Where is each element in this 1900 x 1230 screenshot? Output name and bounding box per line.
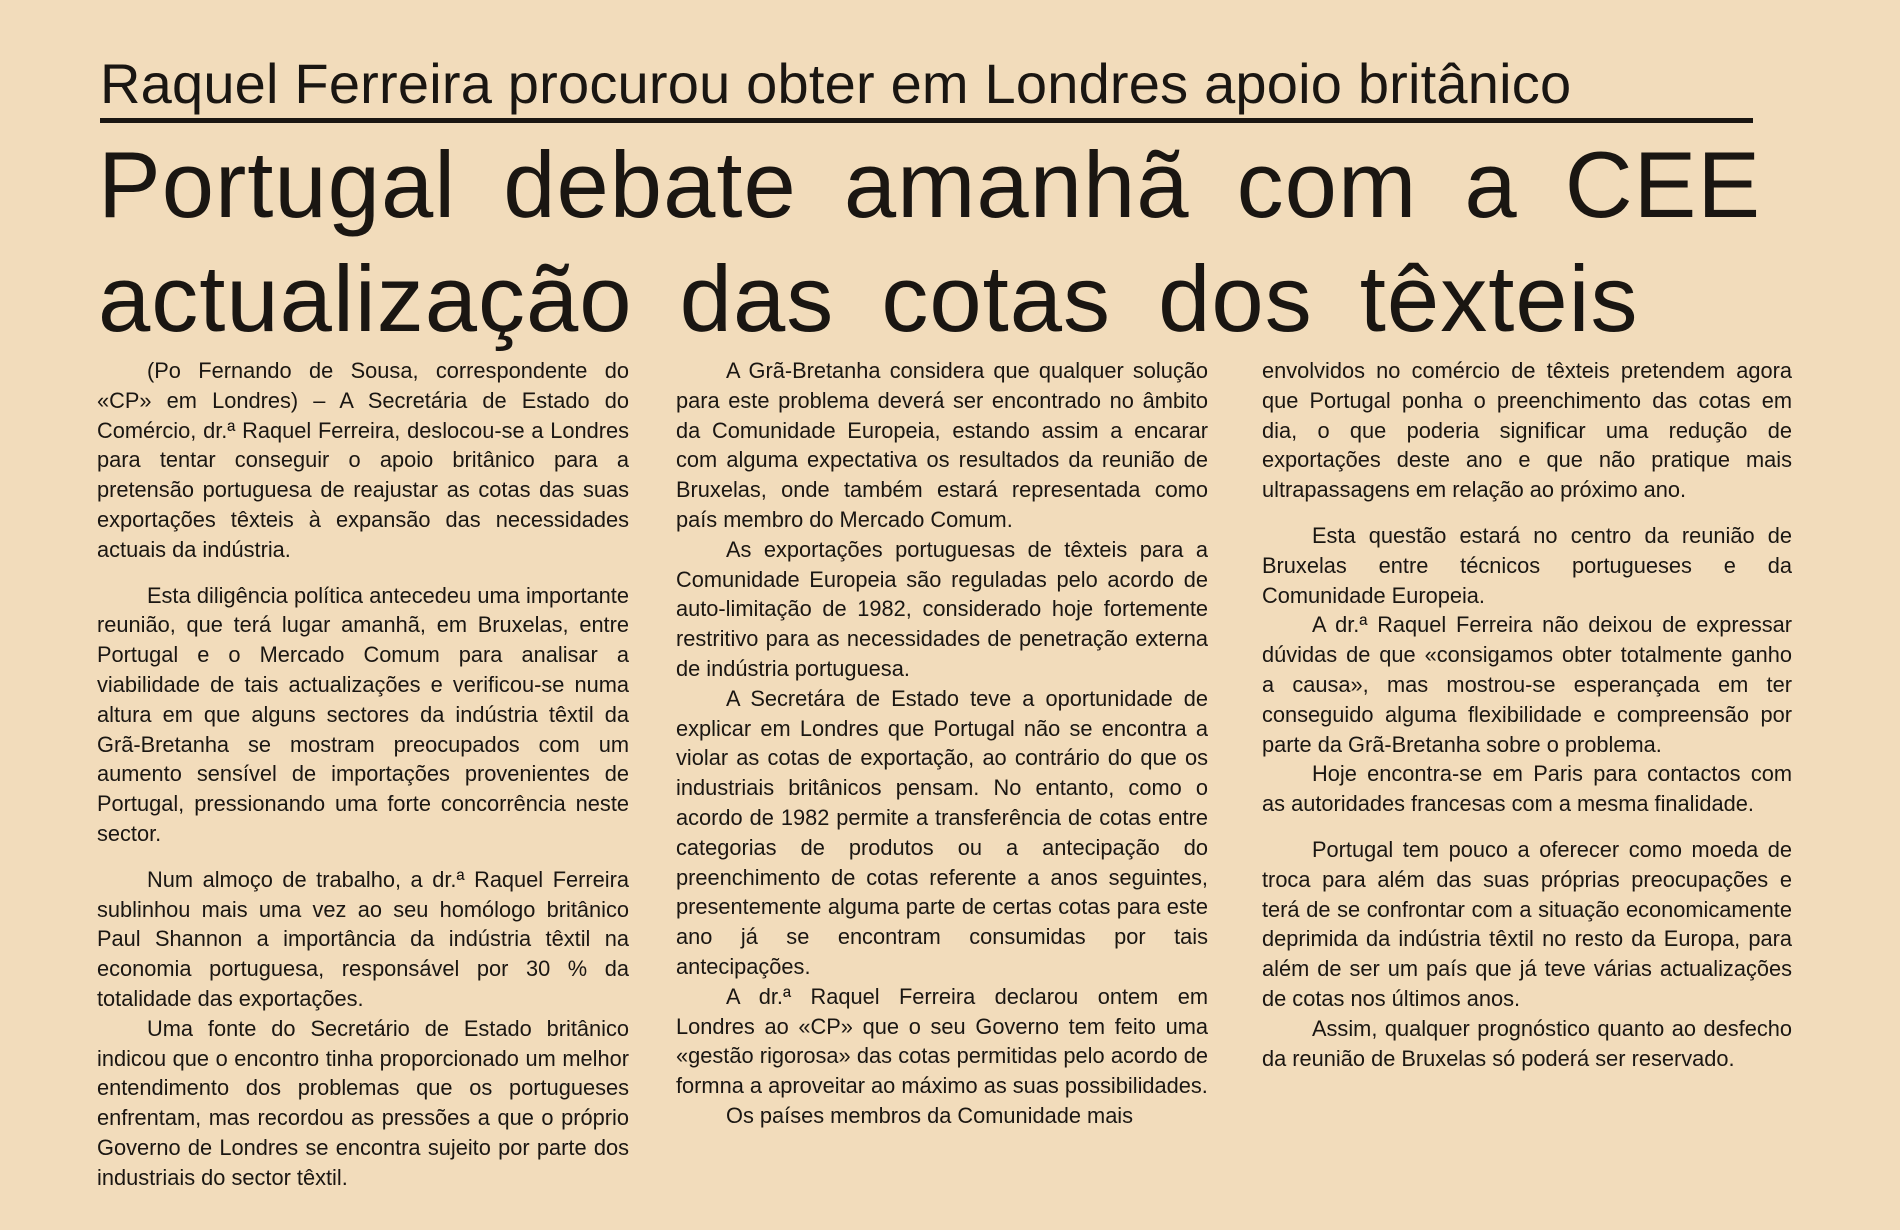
article-column-1 [97,356,629,1193]
paragraph: A dr.ª Raquel Ferreira não deixou de expressar dúvidas de que «consigamos obter totalmente ganho a causa», mas mostrou-se esperançada em ter conseguido alguma flexibilidade e compreensão por parte da Grã-Bretanha sobre o problema. [1262,612,1792,757]
paragraph: Assim, qualquer prognóstico quanto ao desfecho da reunião de Bruxelas só poderá ser reservado. [1262,1015,1792,1071]
headline-rule [100,118,1753,123]
paragraph: envolvidos no comércio de têxteis pretendem agora que Portugal ponha o preenchimento das cotas em dia, o que poderia significar uma redução de exportações deste ano e que não pratique mais ultrapassagens em relação ao próximo ano. [1262,358,1792,503]
article-kicker: Raquel Ferreira procurou obter em Londres apoio britânico [100,52,1572,115]
headline-line-2: actualização das cotas dos têxteis [98,246,1639,351]
article-column-3 [1262,356,1792,1073]
paragraph: Uma fonte do Secretário de Estado britânico indicou que o encontro tinha proporcionado um melhor entendimento dos problemas que os portugueses enfrentam, mas recordou as pressões a que o próprio Governo de Londres se encontra sujeito por parte dos industriais do sector têxtil. [97,1015,629,1190]
paragraph: Num almoço de trabalho, a dr.ª Raquel Ferreira sublinhou mais uma vez ao seu homólogo britânico Paul Shannon a importância da indústria têxtil na economia portuguesa, responsável por 30 % da totalidade das exportações. [97,866,629,1011]
paragraph: Esta questão estará no centro da reunião de Bruxelas entre técnicos portugueses e da Comunidade Europeia. [1262,522,1792,608]
paragraph: Esta diligência política antecedeu uma importante reunião, que terá lugar amanhã, em Bruxelas, entre Portugal e o Mercado Comum para analisar a viabilidade de tais actualizações e verificou-se numa altura em que alguns sectores da indústria têxtil da Grã-Bretanha se mostram preocupados com um aumento sensível de importações provenientes de Portugal, pressionando uma forte concorrência neste sector. [97,582,629,846]
article-column-2 [676,356,1208,1131]
article-headline [98,128,1762,356]
paragraph: As exportações portuguesas de têxteis para a Comunidade Europeia são reguladas pelo acordo de auto-limitação de 1982, considerado hoje fortemente restritivo para as necessidades de penetração externa de indústria portuguesa. [676,536,1208,681]
paragraph: A dr.ª Raquel Ferreira declarou ontem em Londres ao «CP» que o seu Governo tem feito uma «gestão rigorosa» das cotas permitidas pelo acordo de formna a aproveitar ao máximo as suas possibilidades. [676,983,1208,1099]
headline-line-1: Portugal debate amanhã com a CEE [98,132,1762,237]
paragraph: Portugal tem pouco a oferecer como moeda de troca para além das suas próprias preocupações e terá de se confrontar com a situação economicamente deprimida da indústria têxtil no resto da Europa, para além de ser um país que já teve várias actualizações de cotas nos últimos anos. [1262,836,1792,1011]
paragraph: Hoje encontra-se em Paris para contactos com as autoridades francesas com a mesma finalidade. [1262,761,1792,817]
paragraph: (Po Fernando de Sousa, correspondente do «CP» em Londres) – A Secretária de Estado do Comércio, dr.ª Raquel Ferreira, deslocou-se a Londres para tentar conseguir o apoio britânico para a pretensão portuguesa de reajustar as cotas das suas exportações têxteis à expansão das necessidades actuais da indústria. [97,358,629,562]
paragraph: A Secretára de Estado teve a oportunidade de explicar em Londres que Portugal não se encontra a violar as cotas de exportação, ao contrário do que os industriais britânicos pensam. No entanto, como o acordo de 1982 permite a transferência de cotas entre categorias de produtos ou a antecipação do preenchimento de cotas referente a anos seguintes, presentemente alguma parte de certas cotas para este ano já se encontram consumidas por tais antecipações. [676,685,1208,979]
paragraph: Os países membros da Comunidade mais [726,1102,1134,1128]
paragraph: A Grã-Bretanha considera que qualquer solução para este problema deverá ser encontrado no âmbito da Comunidade Europeia, estando assim a encarar com alguma expectativa os resultados da reunião de Bruxelas, onde também estará representada como país membro do Mercado Comum. [676,358,1208,532]
